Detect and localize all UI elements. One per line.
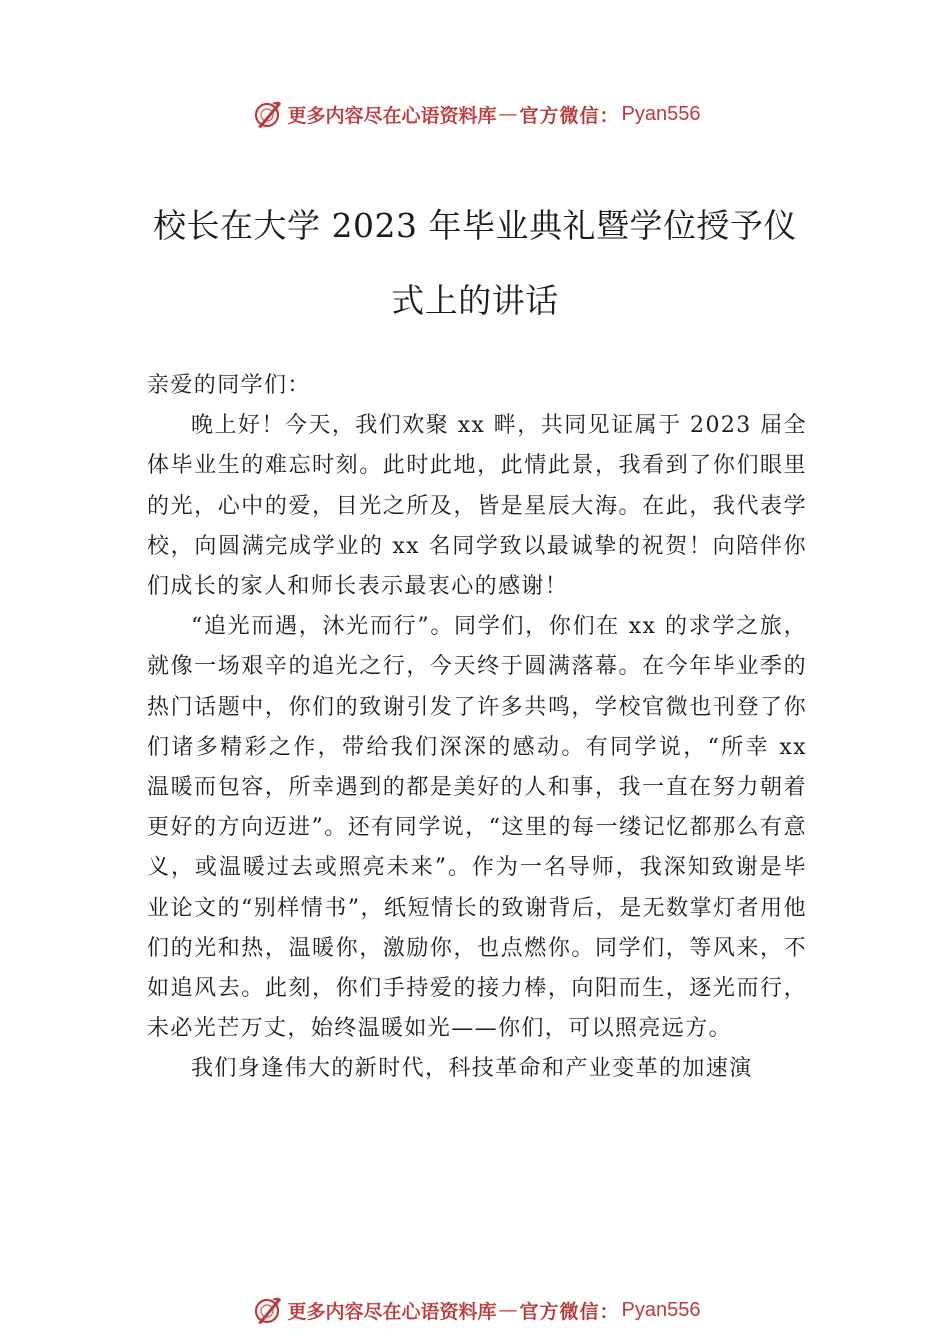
watermark-sub-text: 官方微信： xyxy=(519,1300,620,1323)
title-line-1: 校长在大学 2023 年毕业典礼暨学位授予仪 xyxy=(153,206,797,245)
watermark-main-text: 更多内容尽在心语资料库 xyxy=(287,104,497,127)
watermark-main-text: 更多内容尽在心语资料库 xyxy=(287,1300,497,1323)
watermark-dash: — xyxy=(498,103,518,125)
watermark-banner-top xyxy=(0,94,950,134)
watermark-wechat-id: Pyan556 xyxy=(621,102,701,125)
document-body xyxy=(147,366,807,1090)
watermark-banner-bottom xyxy=(0,1290,950,1330)
document-title xyxy=(140,188,810,338)
watermark-dash: — xyxy=(498,1299,518,1321)
salutation: 亲爱的同学们： xyxy=(147,373,311,398)
watermark-wechat-id: Pyan556 xyxy=(621,1298,701,1321)
quill-logo-icon xyxy=(250,97,284,131)
title-line-2: 式上的讲话 xyxy=(391,281,559,320)
paragraph-3: 我们身逢伟大的新时代，科技革命和产业变革的加速演 xyxy=(191,1056,753,1082)
paragraph-2: “追光而遇，沐光而行”。同学们，你们在 xx 的求学之旅，就像一场艰辛的追光之行，今天终于圆满落幕。在今年毕业季的热门话题中，你们的致谢引发了许多共鸣，学校官微也刊登了你们诸多精彩之作，带给我们深深的感动。有同学说，“所幸 xx 温暖而包容，所幸遇到的都是美好的人和事，我一直在努力朝着更好的方向迈进”。还有同学说，“这里的每一缕记忆都那么有意义，或温暖过去或照亮未来”。作为一名导师，我深知致谢是毕业论文的“别样情书”，纸短情长的致谢背后，是无数掌灯者用他们的光和热，温暖你，激励你，也点燃你。同学们，等风来，不如追风去。此刻，你们手持爱的接力棒，向阳而生，逐光而行，未必光芒万丈，始终温暖如光——你们，可以照亮远方。 xyxy=(147,614,807,1042)
paragraph-1: 晚上好！今天，我们欢聚 xx 畔，共同见证属于 2023 届全体毕业生的难忘时刻。此时此地，此情此景，我看到了你们眼里的光，心中的爱，目光之所及，皆是星辰大海。在此，我代表学校，向圆满完成学业的 xx 名同学致以最诚挚的祝贺！向陪伴你们成长的家人和师长表示最衷心的感谢！ xyxy=(147,413,807,600)
quill-logo-icon xyxy=(250,1293,284,1327)
watermark-sub-text: 官方微信： xyxy=(519,104,620,127)
